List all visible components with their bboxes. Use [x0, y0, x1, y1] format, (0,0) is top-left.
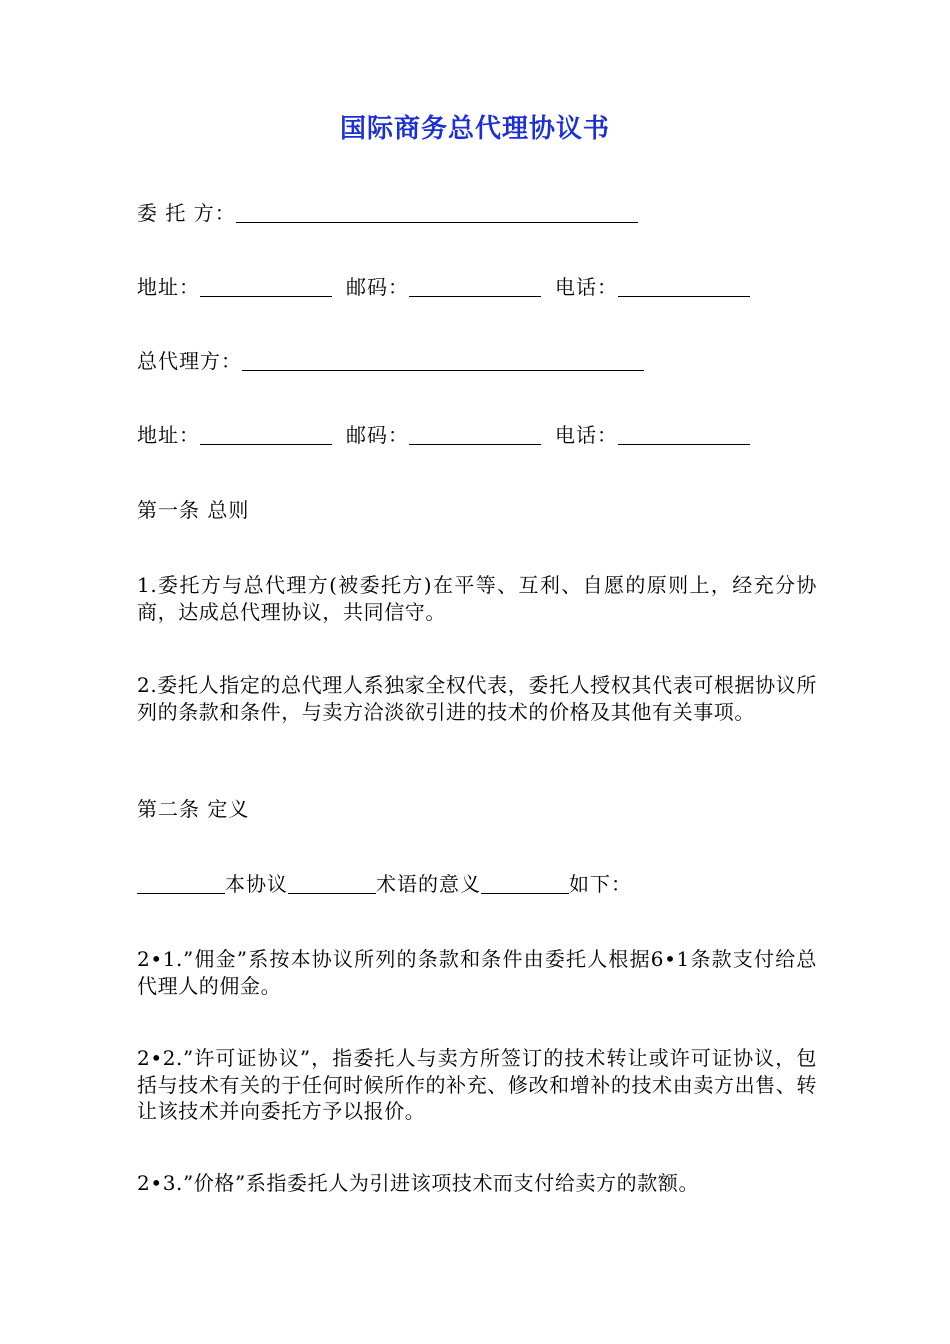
definition-2-2: 2•2.”许可证协议”，指委托人与卖方所签订的技术转让或许可证协议，包括与技术有关的于任何时候所作的补充、修改和增补的技术由卖方出售、转让该技术并向委托方予以报价。	[137, 1046, 817, 1123]
principal-line	[137, 200, 638, 226]
principal-phone-blank	[618, 278, 750, 297]
agent-blank	[242, 352, 644, 371]
agent-label: 总代理方：	[137, 349, 242, 373]
definition-2-3: 2•3.”价格”系指委托人为引进该项技术而支付给卖方的款额。	[137, 1171, 700, 1195]
agent-line	[137, 348, 644, 374]
article1-paragraph-2: 2.委托人指定的总代理人系独家全权代表，委托人授权其代表可根据协议所列的条款和条件，与卖方洽淡欲引进的技术的价格及其他有关事项。	[137, 673, 817, 724]
agent-postcode-blank	[409, 426, 541, 445]
definition-intro-line	[137, 871, 632, 897]
definition-blank-3	[481, 875, 569, 894]
agent-postcode-label: 邮码：	[346, 423, 409, 447]
definition-blank-2	[288, 875, 376, 894]
definition-text-1: 本协议	[225, 872, 288, 896]
principal-address-blank	[200, 278, 332, 297]
definition-2-1: 2•1.”佣金”系按本协议所列的条款和条件由委托人根据6•1条款支付给总代理人的佣金。	[137, 947, 817, 998]
article1-paragraph-1: 1.委托方与总代理方(被委托方)在平等、互利、自愿的原则上，经充分协商，达成总代理协议，共同信守。	[137, 573, 817, 624]
document-title: 国际商务总代理协议书	[339, 114, 610, 144]
agent-phone-label: 电话：	[555, 423, 618, 447]
principal-label: 委 托 方：	[137, 201, 236, 225]
article1-heading: 第一条 总则	[137, 498, 250, 522]
definition-text-2: 术语的意义	[376, 872, 481, 896]
agent-address-label: 地址：	[137, 423, 200, 447]
principal-postcode-blank	[409, 278, 541, 297]
principal-address-label: 地址：	[137, 275, 200, 299]
principal-contact-line	[137, 274, 750, 300]
principal-postcode-label: 邮码：	[346, 275, 409, 299]
agent-contact-line	[137, 422, 750, 448]
definition-blank-1	[137, 875, 225, 894]
principal-blank	[236, 204, 638, 223]
agent-phone-blank	[618, 426, 750, 445]
principal-phone-label: 电话：	[555, 275, 618, 299]
definition-text-3: 如下：	[569, 872, 632, 896]
article2-heading: 第二条 定义	[137, 797, 250, 821]
agent-address-blank	[200, 426, 332, 445]
